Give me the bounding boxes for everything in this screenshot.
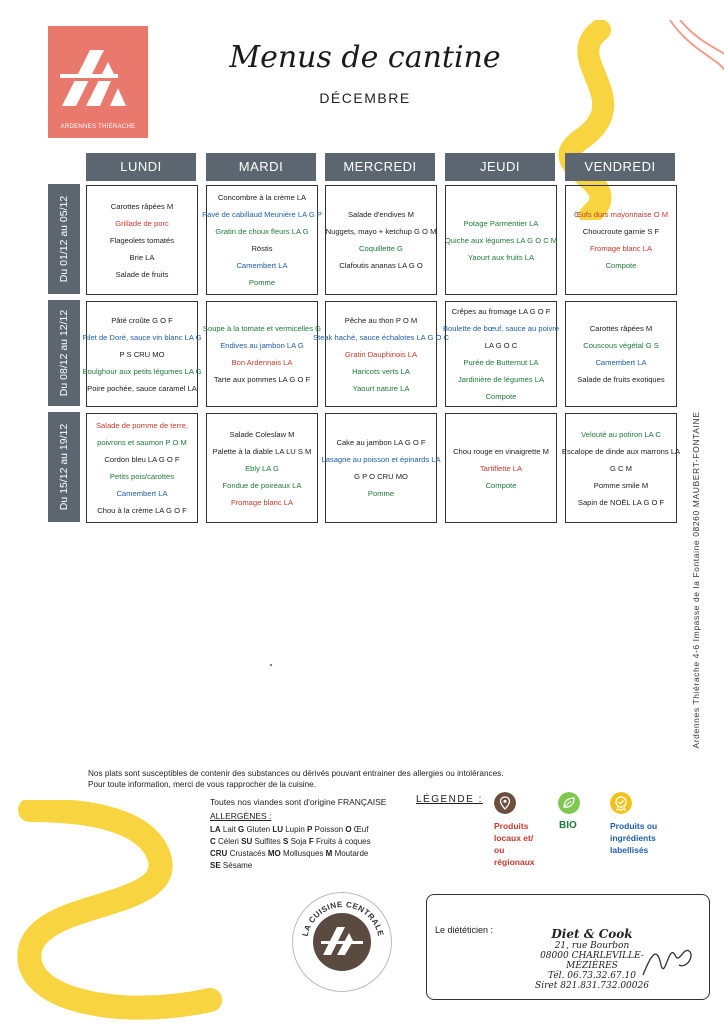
legend-local-line: ou — [494, 845, 505, 855]
menu-item: Crêpes au fromage LA G O F — [451, 307, 551, 316]
menu-item: Couscous végétal G S — [583, 341, 659, 350]
side-address — [686, 411, 706, 749]
seal-logo-icon — [313, 913, 371, 971]
stray-dot — [270, 664, 272, 666]
legend-local-label — [494, 820, 535, 868]
menu-cell-week2-tuesday — [202, 301, 322, 407]
menu-item: Camembert LA — [236, 261, 288, 270]
menu-item: Salade de fruits exotiques — [577, 375, 665, 384]
menu-item: Yaourt nature LA — [352, 383, 410, 393]
menu-item: Œufs durs mayonnaise O M — [573, 210, 669, 219]
menu-item: Bon Ardennais LA — [231, 358, 293, 367]
allergen-name: Fruits à coques — [315, 837, 371, 846]
menu-item: Boulette de bœuf, sauce au poivre — [442, 324, 560, 333]
menu-cell-week2-friday — [565, 301, 677, 407]
menu-item: Fromage blanc LA — [230, 497, 294, 507]
menu-item: Fondue de poireaux LA — [222, 480, 302, 490]
allergen-name: Mollusques — [282, 849, 324, 858]
week-label-3 — [48, 412, 80, 522]
menu-cell-week1-thursday — [445, 185, 557, 295]
legend-labelled-line: Produits ou — [610, 821, 658, 831]
day-header-wednesday: MERCREDI — [325, 153, 435, 181]
meat-origin-note: Toutes nos viandes sont d'origine FRANÇAISE — [210, 797, 387, 807]
menu-item: Nuggets, mayo + ketchup G O M — [325, 227, 437, 236]
menu-item: Concombre à la crème LA — [217, 193, 307, 202]
menu-item: Salade Coleslaw M — [229, 429, 295, 439]
menu-item: Poire pochée, sauce caramel LA — [87, 383, 197, 393]
menu-item: Camembert LA — [595, 358, 647, 367]
allergen-name: Sésame — [222, 861, 253, 870]
legend-labelled-line: ingrédients — [610, 833, 656, 843]
menu-item: G C M — [610, 463, 632, 473]
allergy-notice-line-1: Nos plats sont susceptibles de contenir des substances ou dérivés pouvant entrainer des allergies ou intolérances. — [88, 769, 504, 778]
allergen-name: Poisson — [314, 825, 344, 834]
menu-cell-week1-tuesday — [202, 185, 322, 295]
allergen-name: Moutarde — [334, 849, 369, 858]
page-subtitle-month: DÉCEMBRE — [319, 90, 411, 106]
allergen-code: LU — [272, 825, 283, 834]
day-header-friday: VENDREDI — [565, 153, 675, 181]
menu-item: Clafoutis ananas LA G O — [339, 261, 423, 270]
stamp-city: 08000 CHARLEVILLE-MÉZIÈRES — [540, 951, 644, 971]
allergen-name: Sulfites — [254, 837, 281, 846]
menu-cell-week2-monday — [82, 301, 202, 407]
menu-item: Jardinière de légumes LA — [457, 375, 545, 384]
allergen-code: SE — [210, 861, 221, 870]
week-label-2 — [48, 300, 80, 406]
menu-item: Velouté au potiron LA C — [581, 429, 661, 439]
legend-local-line: Produits — [494, 821, 529, 831]
menu-item: Endives au jambon LA G — [220, 341, 304, 350]
menu-cell-week3-friday — [561, 413, 681, 523]
menu-item: Camembert LA — [116, 489, 168, 498]
menu-item: Salade d'endives M — [347, 210, 415, 219]
menu-item: Sapin de NOËL LA G O F — [577, 497, 665, 507]
menu-item: Grillade de porc — [115, 218, 169, 228]
legend-local-line: régionaux — [494, 857, 535, 867]
week-label-text: Du 01/12 au 05/12 — [58, 195, 70, 283]
allergen-name: Lait — [222, 825, 236, 834]
allergen-name: Céleri — [218, 837, 239, 846]
menu-item: Pomme — [367, 489, 395, 498]
menu-item: Tartiflette LA — [479, 463, 523, 473]
allergy-notice-line-2: Pour toute information, merci de vous rapprocher de la cuisine. — [88, 780, 317, 789]
day-header-monday: LUNDI — [86, 153, 196, 181]
menu-cell-week1-wednesday — [325, 185, 437, 295]
map-pin-icon — [494, 792, 516, 814]
menu-item: Salade de fruits — [115, 269, 169, 279]
stamp-name: Diet & Cook — [551, 927, 633, 941]
allergen-name: Lupin — [285, 825, 305, 834]
page-title: Menus de cantine — [229, 40, 501, 75]
menu-item: LA G O C — [484, 341, 518, 350]
stamp-siret: Siret 821.831.732.00026 — [535, 981, 649, 991]
legend-title: LÉGENDE : — [416, 794, 483, 805]
menu-item: Carottes râpées M — [589, 324, 653, 333]
menu-item: Filet de Doré, sauce vin blanc LA G — [82, 332, 202, 342]
menu-item: Chou à la crème LA G O F — [97, 506, 187, 515]
week-label-1 — [48, 184, 80, 294]
allergen-code: LA — [210, 825, 221, 834]
menu-item: Coquillette G — [359, 244, 403, 253]
menu-item: Flageolets tomatés — [109, 235, 175, 245]
stamp-phone: Tél. 06.73.32.67.10 — [548, 971, 636, 981]
brand-logo — [48, 26, 148, 138]
menu-item: Quiche aux légumes LA G O C M — [444, 235, 558, 245]
day-header-thursday: JEUDI — [445, 153, 555, 181]
menu-cell-week3-tuesday — [206, 413, 318, 523]
menu-cell-week1-monday — [86, 185, 198, 295]
menu-item: Gratin de choux fleurs LA G — [215, 227, 309, 236]
menu-cell-week2-wednesday — [313, 301, 449, 407]
menu-item: Compote — [485, 392, 517, 401]
allergen-name: Œuf — [353, 825, 369, 834]
day-header-tuesday: MARDI — [206, 153, 316, 181]
logo-mark-icon — [56, 40, 140, 110]
allergen-code: G — [238, 825, 245, 834]
allergen-code: F — [308, 837, 314, 846]
allergen-code: MO — [267, 849, 281, 858]
menu-item: Gratin Dauphinois LA — [344, 349, 418, 359]
legend-labelled-line: labellisés — [610, 845, 649, 855]
allergen-code: P — [307, 825, 313, 834]
seal-text: LA CUISINE CENTRALE — [300, 899, 386, 938]
menu-item: Soupe à la tomate et vermicelles G — [202, 324, 322, 333]
menu-item: Pêche au thon P O M — [344, 315, 418, 325]
stamp-street: 21, rue Bourbon — [554, 941, 630, 951]
menu-item: Röstis — [251, 244, 273, 253]
logo-caption: ARDENNES THIÉRACHE — [60, 124, 136, 130]
menu-item: Escalope de dinde aux marrons LA — [561, 446, 681, 456]
menu-item: Lasagne au poisson et épinards LA — [321, 455, 441, 464]
allergen-code: M — [325, 849, 333, 858]
menu-cell-week3-thursday — [445, 413, 557, 523]
allergen-code: C — [210, 837, 216, 846]
menu-item: Brie LA — [129, 252, 155, 262]
week-label-text: Du 15/12 au 19/12 — [58, 423, 70, 511]
dietitian-label: Le diététicien : — [435, 925, 494, 935]
menu-item: Haricots verts LA — [352, 366, 410, 376]
week-label-text: Du 08/12 au 12/12 — [58, 309, 70, 397]
menu-item: Pâté croûte G O F — [111, 315, 173, 325]
allergens-title: ALLERGÈNES : — [210, 811, 272, 821]
allergy-notice — [88, 768, 504, 790]
allergen-row — [210, 824, 371, 836]
menu-item: Compote — [605, 261, 637, 270]
allergen-code: S — [282, 837, 289, 846]
menu-cell-week3-monday — [86, 413, 198, 523]
menu-item: Pavé de cabillaud Meunière LA G P — [202, 210, 322, 219]
legend-bio-label: BIO — [559, 820, 577, 831]
allergen-row — [210, 860, 371, 872]
menu-item: Salade de pomme de terre, — [95, 421, 189, 430]
menu-item: Tarte aux pommes LA G O F — [213, 375, 311, 384]
menu-item: Yaourt aux fruits LA — [467, 252, 535, 262]
menu-item: Pomme smile M — [593, 480, 649, 490]
allergen-code: SU — [241, 837, 253, 846]
legend-local-line: locaux et/ — [494, 833, 534, 843]
menu-item: Chou rouge en vinaigrette M — [453, 446, 549, 456]
allergen-code: CRU — [210, 849, 228, 858]
leaf-icon — [558, 792, 580, 814]
menu-item: Cordon bleu LA G O F — [104, 455, 180, 464]
menu-item: Pomme — [248, 278, 276, 287]
menu-item: Fromage blanc LA — [589, 244, 653, 253]
menu-item: Carottes râpées M — [110, 201, 174, 211]
menu-item: poivrons et saumon P O M — [97, 438, 187, 447]
menu-cell-week1-friday — [565, 185, 677, 295]
allergen-code: O — [345, 825, 352, 834]
menu-item: Boulghour aux petits légumes LA G — [82, 366, 202, 376]
menu-item: Compote — [485, 480, 517, 490]
allergen-row — [210, 836, 371, 848]
allergen-name: Soja — [290, 837, 307, 846]
address-text: Ardennes Thiérache 4-6 Impasse de la Fontaine 08260 MAUBERT-FONTAINE — [691, 411, 701, 749]
menu-item: G P O CRU MO — [354, 472, 408, 481]
dietitian-box — [426, 894, 710, 1000]
menu-cell-week3-wednesday — [321, 413, 441, 523]
menu-item: Palette à la diable LA LU S M — [212, 446, 312, 456]
signature-icon — [639, 935, 699, 985]
menu-item: P S CRU MO — [119, 349, 165, 359]
central-kitchen-seal — [292, 892, 392, 992]
menu-item: Steak haché, sauce échalotes LA G O C — [313, 332, 449, 342]
menu-item: Choucroute garnie S F — [582, 227, 660, 236]
menu-item: Potage Parmentier LA — [463, 218, 539, 228]
menu-item: Cake au jambon LA G O F — [336, 438, 426, 447]
allergen-name: Gluten — [246, 825, 271, 834]
allergen-row — [210, 848, 371, 860]
legend-labelled-label — [610, 820, 657, 856]
menu-item: Ebly LA G — [245, 463, 279, 473]
menu-item: Petits pois/carottes — [109, 472, 175, 481]
menu-item: Purée de Butternut LA — [463, 358, 539, 367]
allergens-list — [210, 824, 371, 872]
allergen-name: Crustacés — [229, 849, 266, 858]
menu-cell-week2-thursday — [442, 301, 560, 407]
quality-badge-icon — [610, 792, 632, 814]
